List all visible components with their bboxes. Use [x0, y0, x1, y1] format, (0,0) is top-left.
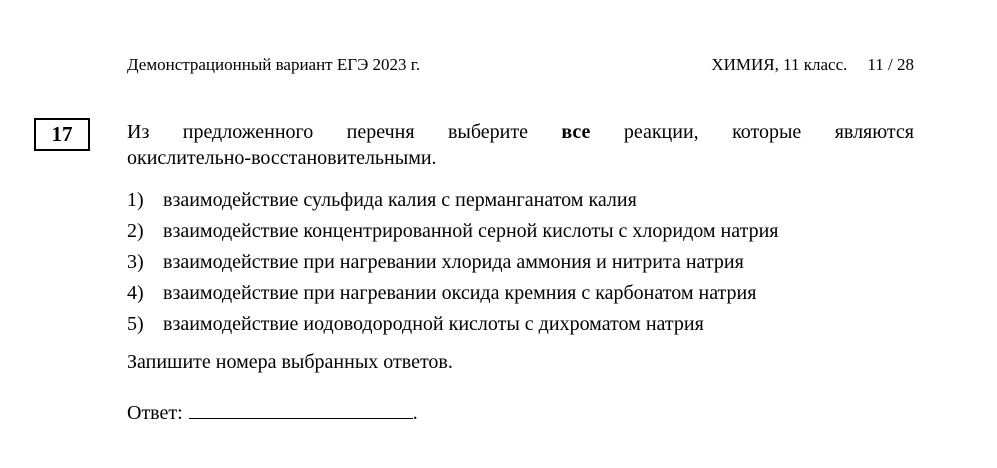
- option-text: взаимодействие при нагревании оксида кремния с карбонатом натрия: [163, 282, 757, 304]
- option-item: [127, 188, 779, 219]
- answer-instruction: Запишите номера выбранных ответов.: [127, 351, 453, 373]
- task-number-box: 17: [34, 118, 90, 151]
- option-text: взаимодействие при нагревании хлорида аммония и нитрита натрия: [163, 251, 744, 273]
- header-page-number: 11 / 28: [867, 55, 914, 74]
- question-line-1: [127, 119, 914, 145]
- answer-options-list: [127, 188, 779, 343]
- question-part-1: Из предложенного перечня выберите: [127, 121, 562, 143]
- option-item: [127, 312, 779, 343]
- answer-period: .: [412, 402, 418, 424]
- option-item: [127, 281, 779, 312]
- question-part-2: реакции, которые являются: [590, 121, 914, 143]
- option-number: 1): [127, 189, 144, 211]
- option-text: взаимодействие иодоводородной кислоты с дихроматом натрия: [163, 313, 704, 335]
- answer-blank-field[interactable]: [189, 400, 413, 419]
- option-number: 5): [127, 313, 144, 335]
- option-number: 3): [127, 251, 144, 273]
- header-exam-title: Демонстрационный вариант ЕГЭ 2023 г.: [127, 55, 421, 74]
- option-number: 2): [127, 220, 144, 242]
- question-emphasis: все: [561, 121, 591, 143]
- option-text: взаимодействие сульфида калия с перманганатом калия: [163, 189, 637, 211]
- header-subject: ХИМИЯ, 11 класс.: [711, 55, 848, 74]
- option-item: [127, 250, 779, 281]
- option-number: 4): [127, 282, 144, 304]
- option-text: взаимодействие концентрированной серной кислоты с хлоридом натрия: [163, 220, 779, 242]
- header-subject-info: [711, 55, 914, 75]
- answer-label: Ответ:: [127, 402, 183, 424]
- answer-line: [127, 400, 418, 426]
- question-text: [127, 119, 914, 171]
- question-line-2: окислительно-восстановительными.: [127, 147, 437, 169]
- option-item: [127, 219, 779, 250]
